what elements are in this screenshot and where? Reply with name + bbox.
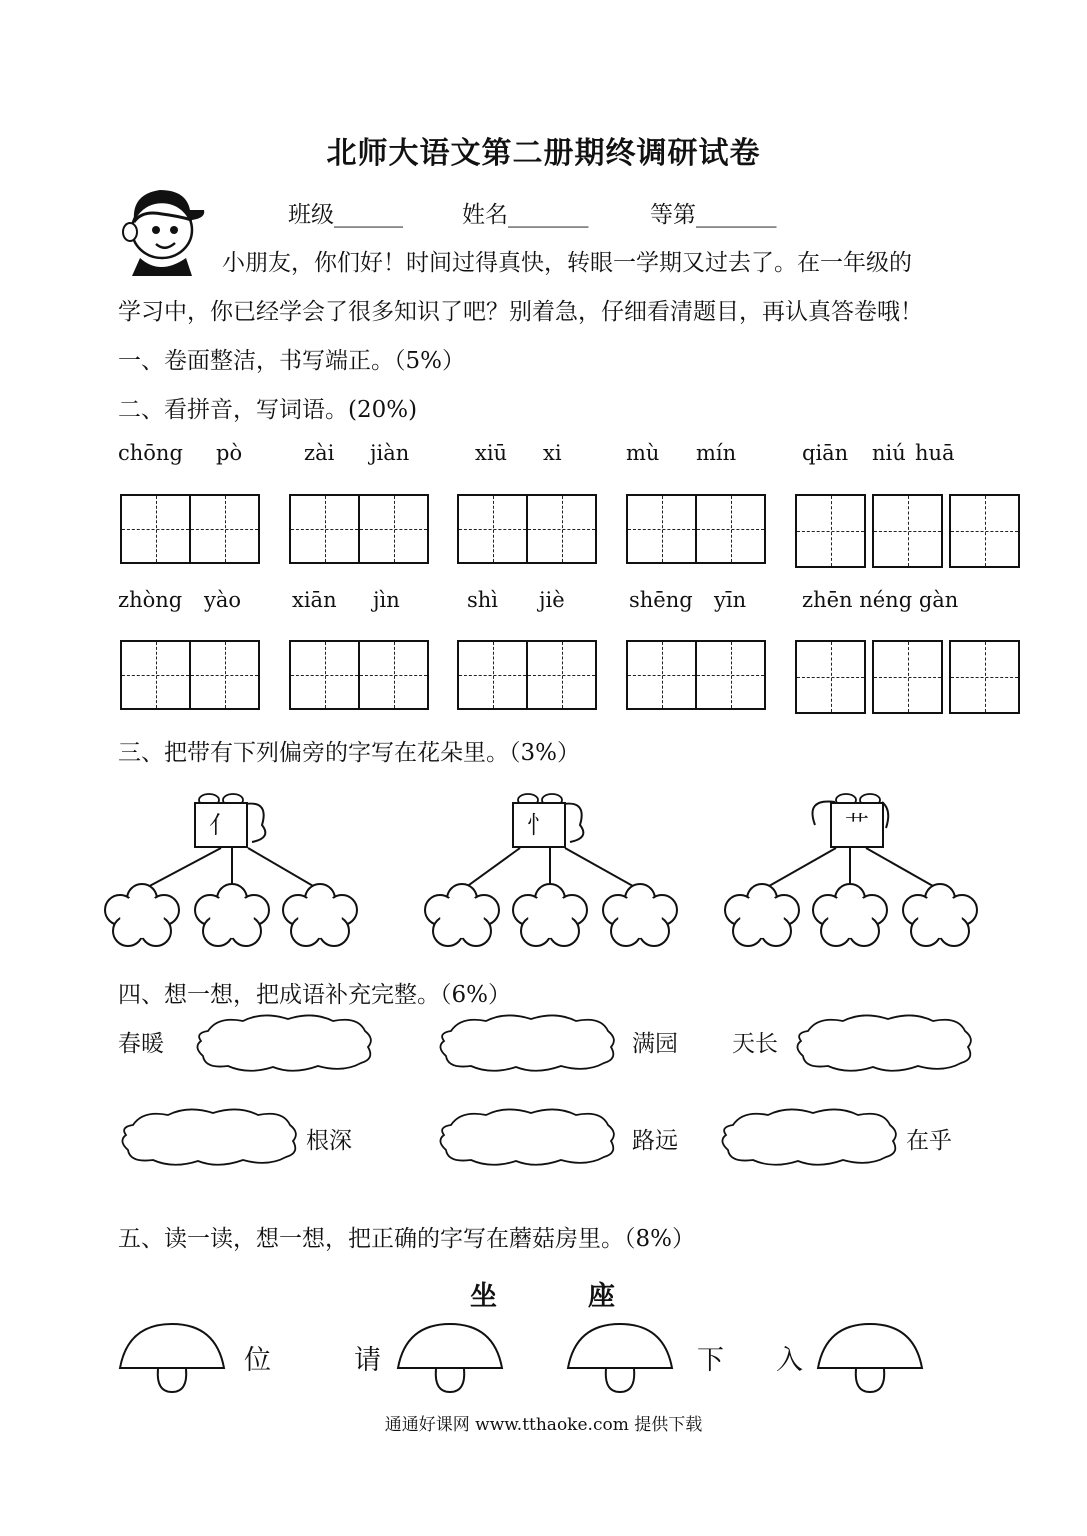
intro-line-2: 学习中，你已经学会了很多知识了吧？别着急，仔细看清题目，再认真答卷哦！ bbox=[118, 299, 923, 325]
cartoon-boy-icon bbox=[112, 180, 208, 276]
pinyin: mín bbox=[696, 441, 737, 465]
idiom-cloud-blanks[interactable] bbox=[0, 1005, 1087, 1175]
question-1-heading: 一、卷面整洁，书写端正。（5%） bbox=[118, 348, 465, 374]
pinyin: chōng bbox=[118, 441, 183, 465]
intro-line-1: 小朋友，你们好！时间过得真快，转眼一学期又过去了。在一年级的 bbox=[222, 250, 912, 276]
pinyin: pò bbox=[216, 441, 243, 465]
question-5-heading: 五、读一读，想一想，把正确的字写在蘑菇房里。（8%） bbox=[118, 1226, 695, 1252]
writing-grid[interactable] bbox=[626, 640, 766, 710]
question-2-heading: 二、看拼音，写词语。(20%) bbox=[118, 397, 418, 423]
word-character: 入 bbox=[776, 1345, 803, 1376]
pinyin: xiū bbox=[475, 441, 508, 465]
writing-grid[interactable] bbox=[457, 494, 597, 564]
idiom-fragment: 在乎 bbox=[906, 1128, 952, 1154]
writing-grid[interactable] bbox=[289, 494, 429, 564]
idiom-fragment: 天长 bbox=[732, 1031, 778, 1057]
question-3-heading: 三、把带有下列偏旁的字写在花朵里。（3%） bbox=[118, 740, 580, 766]
pinyin: zài bbox=[304, 441, 335, 465]
class-field[interactable]: 班级______ bbox=[288, 202, 403, 228]
choice-character: 坐 bbox=[470, 1281, 497, 1312]
pinyin: zhēn néng gàn bbox=[802, 588, 959, 612]
pinyin: huā bbox=[915, 441, 955, 465]
writing-grid[interactable] bbox=[872, 494, 943, 568]
writing-grid[interactable] bbox=[120, 494, 260, 564]
pinyin: jiàn bbox=[370, 441, 410, 465]
pinyin: xi bbox=[543, 441, 562, 465]
pinyin: xiān bbox=[292, 588, 337, 612]
writing-grid[interactable] bbox=[457, 640, 597, 710]
radical-box: 亻 bbox=[194, 802, 248, 848]
writing-grid[interactable] bbox=[289, 640, 429, 710]
pinyin: zhòng bbox=[118, 588, 183, 612]
writing-grid[interactable] bbox=[872, 640, 943, 714]
writing-grid[interactable] bbox=[949, 640, 1020, 714]
radical-box: 忄 bbox=[512, 802, 566, 848]
word-character: 请 bbox=[354, 1345, 381, 1376]
pinyin: jiè bbox=[539, 588, 565, 612]
grade-field[interactable]: 等第_______ bbox=[650, 202, 777, 228]
radical-box: 艹 bbox=[830, 802, 884, 848]
word-character: 位 bbox=[244, 1345, 271, 1376]
page-title: 北师大语文第二册期终调研试卷 bbox=[326, 136, 761, 171]
idiom-fragment: 春暖 bbox=[118, 1031, 164, 1057]
writing-grid[interactable] bbox=[795, 494, 866, 568]
writing-grid[interactable] bbox=[626, 494, 766, 564]
word-character: 下 bbox=[697, 1345, 724, 1376]
name-field[interactable]: 姓名_______ bbox=[462, 202, 589, 228]
idiom-fragment: 满园 bbox=[632, 1031, 678, 1057]
writing-grid[interactable] bbox=[949, 494, 1020, 568]
pinyin: shēng bbox=[629, 588, 693, 612]
pinyin: shì bbox=[467, 588, 499, 612]
pinyin: jìn bbox=[373, 588, 400, 612]
pinyin: yīn bbox=[714, 588, 747, 612]
writing-grid[interactable] bbox=[120, 640, 260, 710]
question-4-heading: 四、想一想，把成语补充完整。（6%） bbox=[118, 982, 511, 1008]
mushroom-houses[interactable] bbox=[0, 1320, 1087, 1400]
writing-grid[interactable] bbox=[795, 640, 866, 714]
idiom-fragment: 根深 bbox=[306, 1128, 352, 1154]
pinyin: qiān bbox=[802, 441, 849, 465]
pinyin: mù bbox=[626, 441, 660, 465]
footer-credit: 通通好课网 www.tthaoke.com 提供下载 bbox=[384, 1415, 703, 1435]
choice-character: 座 bbox=[588, 1281, 615, 1312]
pinyin: yào bbox=[204, 588, 242, 612]
idiom-fragment: 路远 bbox=[632, 1128, 678, 1154]
pinyin: niú bbox=[872, 441, 906, 465]
